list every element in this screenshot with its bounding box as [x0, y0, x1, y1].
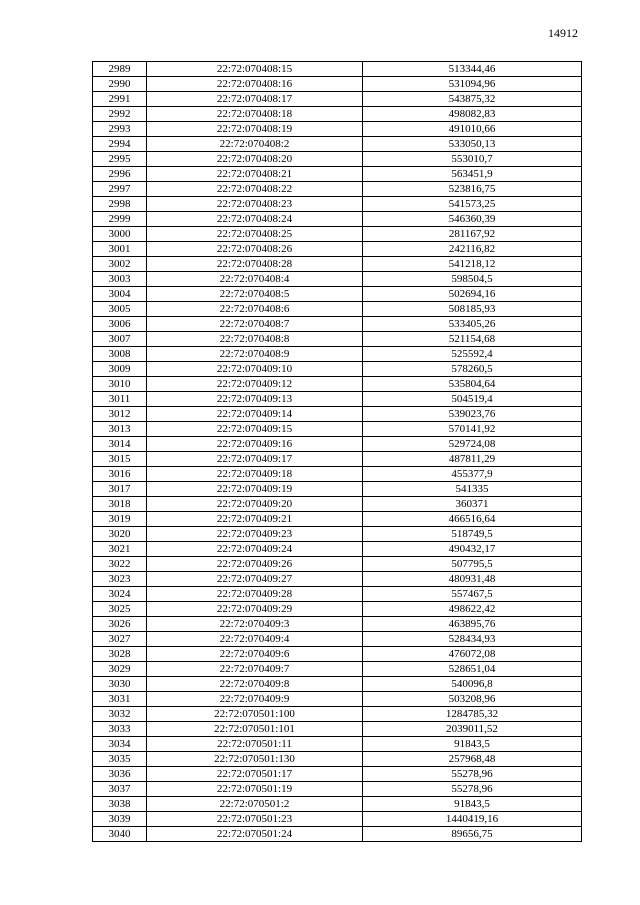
- value-cell: 281167,92: [363, 227, 582, 242]
- cadastral-number-cell: 22:72:070409:16: [147, 437, 363, 452]
- table-row: [93, 677, 582, 692]
- value-cell: 480931,48: [363, 572, 582, 587]
- table-row: [93, 227, 582, 242]
- cadastral-number-cell: 22:72:070408:4: [147, 272, 363, 287]
- value-cell: 557467,5: [363, 587, 582, 602]
- cadastral-number-cell: 22:72:070408:16: [147, 77, 363, 92]
- value-cell: 2039011,52: [363, 722, 582, 737]
- value-cell: 531094,96: [363, 77, 582, 92]
- row-number-cell: 3016: [93, 467, 147, 482]
- value-cell: 463895,76: [363, 617, 582, 632]
- row-number-cell: 3039: [93, 812, 147, 827]
- page-number: 14912: [548, 26, 578, 40]
- value-cell: 543875,32: [363, 92, 582, 107]
- row-number-cell: 3000: [93, 227, 147, 242]
- row-number-cell: 2995: [93, 152, 147, 167]
- value-cell: 466516,64: [363, 512, 582, 527]
- cadastral-number-cell: 22:72:070409:28: [147, 587, 363, 602]
- cadastral-number-cell: 22:72:070409:18: [147, 467, 363, 482]
- row-number-cell: 2996: [93, 167, 147, 182]
- cadastral-number-cell: 22:72:070501:2: [147, 797, 363, 812]
- row-number-cell: 3035: [93, 752, 147, 767]
- row-number-cell: 2991: [93, 92, 147, 107]
- table-row: [93, 497, 582, 512]
- row-number-cell: 3013: [93, 422, 147, 437]
- value-cell: 546360,39: [363, 212, 582, 227]
- row-number-cell: 3028: [93, 647, 147, 662]
- row-number-cell: 3005: [93, 302, 147, 317]
- cadastral-number-cell: 22:72:070501:100: [147, 707, 363, 722]
- row-number-cell: 3026: [93, 617, 147, 632]
- table-row: [93, 722, 582, 737]
- row-number-cell: 3004: [93, 287, 147, 302]
- table-row: [93, 737, 582, 752]
- value-cell: 91843,5: [363, 797, 582, 812]
- row-number-cell: 3020: [93, 527, 147, 542]
- cadastral-number-cell: 22:72:070408:17: [147, 92, 363, 107]
- table-body: [93, 62, 582, 842]
- value-cell: 502694,16: [363, 287, 582, 302]
- value-cell: 455377,9: [363, 467, 582, 482]
- table-row: [93, 317, 582, 332]
- cadastral-number-cell: 22:72:070408:18: [147, 107, 363, 122]
- table-row: [93, 602, 582, 617]
- cadastral-number-cell: 22:72:070409:7: [147, 662, 363, 677]
- table-row: [93, 512, 582, 527]
- table-row: [93, 662, 582, 677]
- value-cell: 578260,5: [363, 362, 582, 377]
- table-row: [93, 122, 582, 137]
- table-row: [93, 617, 582, 632]
- table-row: [93, 572, 582, 587]
- cadastral-number-cell: 22:72:070409:8: [147, 677, 363, 692]
- table-row: [93, 542, 582, 557]
- table-row: [93, 167, 582, 182]
- table-row: [93, 182, 582, 197]
- cadastral-number-cell: 22:72:070409:10: [147, 362, 363, 377]
- table-row: [93, 77, 582, 92]
- cadastral-number-cell: 22:72:070408:21: [147, 167, 363, 182]
- cadastral-number-cell: 22:72:070408:7: [147, 317, 363, 332]
- value-cell: 528651,04: [363, 662, 582, 677]
- row-number-cell: 2990: [93, 77, 147, 92]
- cadastral-number-cell: 22:72:070408:15: [147, 62, 363, 77]
- table-row: [93, 767, 582, 782]
- value-cell: 540096,8: [363, 677, 582, 692]
- value-cell: 528434,93: [363, 632, 582, 647]
- table-row: [93, 437, 582, 452]
- cadastral-number-cell: 22:72:070409:26: [147, 557, 363, 572]
- table-row: [93, 827, 582, 842]
- row-number-cell: 3024: [93, 587, 147, 602]
- cadastral-number-cell: 22:72:070409:23: [147, 527, 363, 542]
- cadastral-number-cell: 22:72:070409:9: [147, 692, 363, 707]
- row-number-cell: 3002: [93, 257, 147, 272]
- value-cell: 55278,96: [363, 782, 582, 797]
- table-row: [93, 257, 582, 272]
- row-number-cell: 3009: [93, 362, 147, 377]
- value-cell: 541218,12: [363, 257, 582, 272]
- value-cell: 360371: [363, 497, 582, 512]
- table-row: [93, 212, 582, 227]
- cadastral-number-cell: 22:72:070408:6: [147, 302, 363, 317]
- value-cell: 529724,08: [363, 437, 582, 452]
- table-row: [93, 287, 582, 302]
- value-cell: 541573,25: [363, 197, 582, 212]
- cadastral-number-cell: 22:72:070408:19: [147, 122, 363, 137]
- cadastral-number-cell: 22:72:070409:24: [147, 542, 363, 557]
- value-cell: 521154,68: [363, 332, 582, 347]
- table-row: [93, 647, 582, 662]
- row-number-cell: 2998: [93, 197, 147, 212]
- row-number-cell: 3017: [93, 482, 147, 497]
- table-row: [93, 452, 582, 467]
- cadastral-number-cell: 22:72:070409:12: [147, 377, 363, 392]
- table-row: [93, 332, 582, 347]
- cadastral-number-cell: 22:72:070501:130: [147, 752, 363, 767]
- value-cell: 570141,92: [363, 422, 582, 437]
- table-row: [93, 482, 582, 497]
- value-cell: 242116,82: [363, 242, 582, 257]
- value-cell: 513344,46: [363, 62, 582, 77]
- cadastral-number-cell: 22:72:070408:22: [147, 182, 363, 197]
- value-cell: 498082,83: [363, 107, 582, 122]
- row-number-cell: 2997: [93, 182, 147, 197]
- cadastral-number-cell: 22:72:070409:27: [147, 572, 363, 587]
- value-cell: 563451,9: [363, 167, 582, 182]
- value-cell: 487811,29: [363, 452, 582, 467]
- value-cell: 491010,66: [363, 122, 582, 137]
- row-number-cell: 3036: [93, 767, 147, 782]
- table-row: [93, 272, 582, 287]
- row-number-cell: 3025: [93, 602, 147, 617]
- cadastral-number-cell: 22:72:070408:9: [147, 347, 363, 362]
- cadastral-number-cell: 22:72:070409:19: [147, 482, 363, 497]
- cadastral-number-cell: 22:72:070409:3: [147, 617, 363, 632]
- value-cell: 91843,5: [363, 737, 582, 752]
- value-cell: 533405,26: [363, 317, 582, 332]
- value-cell: 476072,08: [363, 647, 582, 662]
- cadastral-number-cell: 22:72:070409:21: [147, 512, 363, 527]
- row-number-cell: 3010: [93, 377, 147, 392]
- cadastral-number-cell: 22:72:070409:4: [147, 632, 363, 647]
- row-number-cell: 3015: [93, 452, 147, 467]
- value-cell: 598504,5: [363, 272, 582, 287]
- row-number-cell: 3031: [93, 692, 147, 707]
- row-number-cell: 3012: [93, 407, 147, 422]
- cadastral-number-cell: 22:72:070409:13: [147, 392, 363, 407]
- cadastral-number-cell: 22:72:070408:26: [147, 242, 363, 257]
- row-number-cell: 3003: [93, 272, 147, 287]
- row-number-cell: 3001: [93, 242, 147, 257]
- table-row: [93, 797, 582, 812]
- table-row: [93, 92, 582, 107]
- row-number-cell: 3037: [93, 782, 147, 797]
- cadastral-number-cell: 22:72:070408:2: [147, 137, 363, 152]
- cadastral-number-cell: 22:72:070501:24: [147, 827, 363, 842]
- table-row: [93, 587, 582, 602]
- row-number-cell: 2994: [93, 137, 147, 152]
- table-row: [93, 137, 582, 152]
- value-cell: 525592,4: [363, 347, 582, 362]
- row-number-cell: 3006: [93, 317, 147, 332]
- cadastral-number-cell: 22:72:070408:24: [147, 212, 363, 227]
- value-cell: 1440419,16: [363, 812, 582, 827]
- cadastral-number-cell: 22:72:070408:28: [147, 257, 363, 272]
- value-cell: 504519,4: [363, 392, 582, 407]
- value-cell: 498622,42: [363, 602, 582, 617]
- table-row: [93, 407, 582, 422]
- cadastral-number-cell: 22:72:070501:11: [147, 737, 363, 752]
- value-cell: 508185,93: [363, 302, 582, 317]
- value-cell: 507795,5: [363, 557, 582, 572]
- table-row: [93, 362, 582, 377]
- value-cell: 490432,17: [363, 542, 582, 557]
- table-row: [93, 632, 582, 647]
- table-row: [93, 152, 582, 167]
- table-row: [93, 812, 582, 827]
- row-number-cell: 2992: [93, 107, 147, 122]
- cadastral-number-cell: 22:72:070408:25: [147, 227, 363, 242]
- value-cell: 535804,64: [363, 377, 582, 392]
- cadastral-number-cell: 22:72:070501:19: [147, 782, 363, 797]
- value-cell: 1284785,32: [363, 707, 582, 722]
- row-number-cell: 3007: [93, 332, 147, 347]
- table-row: [93, 467, 582, 482]
- row-number-cell: 3019: [93, 512, 147, 527]
- row-number-cell: 2999: [93, 212, 147, 227]
- value-cell: 533050,13: [363, 137, 582, 152]
- value-cell: 257968,48: [363, 752, 582, 767]
- row-number-cell: 3033: [93, 722, 147, 737]
- cadastral-value-table: [92, 61, 582, 842]
- table-row: [93, 752, 582, 767]
- table-row: [93, 527, 582, 542]
- table-row: [93, 707, 582, 722]
- cadastral-number-cell: 22:72:070408:23: [147, 197, 363, 212]
- table-row: [93, 347, 582, 362]
- row-number-cell: 3029: [93, 662, 147, 677]
- row-number-cell: 3018: [93, 497, 147, 512]
- row-number-cell: 3014: [93, 437, 147, 452]
- row-number-cell: 3040: [93, 827, 147, 842]
- table-row: [93, 62, 582, 77]
- cadastral-number-cell: 22:72:070501:17: [147, 767, 363, 782]
- row-number-cell: 3032: [93, 707, 147, 722]
- cadastral-number-cell: 22:72:070409:29: [147, 602, 363, 617]
- row-number-cell: 3008: [93, 347, 147, 362]
- value-cell: 523816,75: [363, 182, 582, 197]
- cadastral-number-cell: 22:72:070501:101: [147, 722, 363, 737]
- value-cell: 553010,7: [363, 152, 582, 167]
- cadastral-number-cell: 22:72:070409:17: [147, 452, 363, 467]
- cadastral-number-cell: 22:72:070408:8: [147, 332, 363, 347]
- cadastral-number-cell: 22:72:070408:20: [147, 152, 363, 167]
- value-cell: 518749,5: [363, 527, 582, 542]
- row-number-cell: 2993: [93, 122, 147, 137]
- table-row: [93, 377, 582, 392]
- row-number-cell: 3022: [93, 557, 147, 572]
- row-number-cell: 3021: [93, 542, 147, 557]
- row-number-cell: 3011: [93, 392, 147, 407]
- row-number-cell: 3030: [93, 677, 147, 692]
- value-cell: 89656,75: [363, 827, 582, 842]
- value-cell: 55278,96: [363, 767, 582, 782]
- table-row: [93, 422, 582, 437]
- table-row: [93, 302, 582, 317]
- cadastral-number-cell: 22:72:070409:6: [147, 647, 363, 662]
- cadastral-number-cell: 22:72:070409:20: [147, 497, 363, 512]
- table-row: [93, 692, 582, 707]
- value-cell: 541335: [363, 482, 582, 497]
- row-number-cell: 2989: [93, 62, 147, 77]
- row-number-cell: 3027: [93, 632, 147, 647]
- value-cell: 539023,76: [363, 407, 582, 422]
- row-number-cell: 3023: [93, 572, 147, 587]
- table-row: [93, 107, 582, 122]
- table-row: [93, 242, 582, 257]
- table-row: [93, 197, 582, 212]
- row-number-cell: 3034: [93, 737, 147, 752]
- table-row: [93, 782, 582, 797]
- table-row: [93, 392, 582, 407]
- value-cell: 503208,96: [363, 692, 582, 707]
- table-row: [93, 557, 582, 572]
- cadastral-number-cell: 22:72:070409:15: [147, 422, 363, 437]
- cadastral-number-cell: 22:72:070408:5: [147, 287, 363, 302]
- row-number-cell: 3038: [93, 797, 147, 812]
- cadastral-number-cell: 22:72:070409:14: [147, 407, 363, 422]
- cadastral-number-cell: 22:72:070501:23: [147, 812, 363, 827]
